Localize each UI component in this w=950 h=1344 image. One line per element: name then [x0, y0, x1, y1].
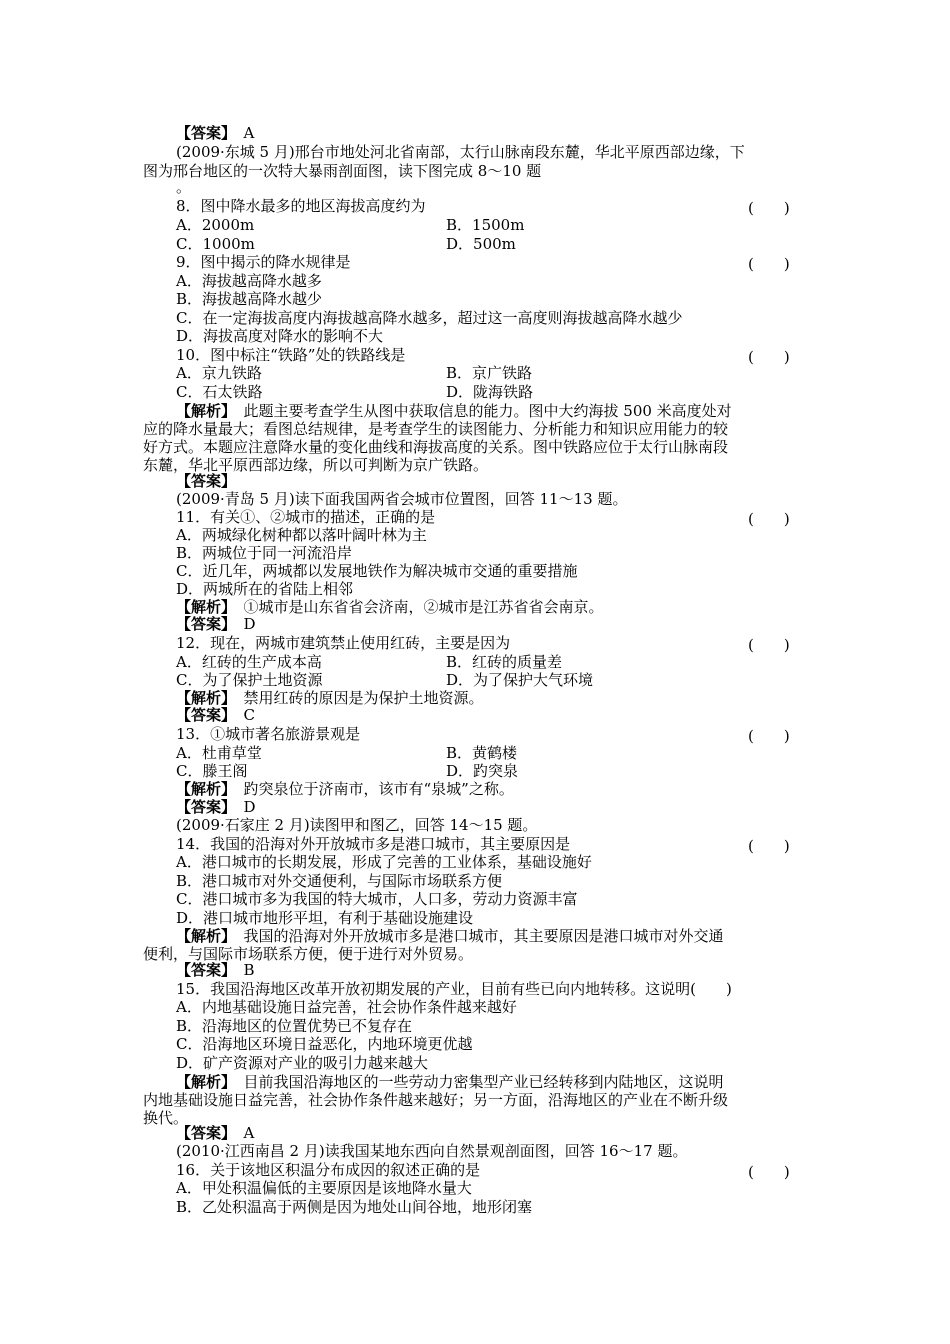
option-c: C．近几年，两城都以发展地铁作为解决城市交通的重要措施 [176, 562, 578, 580]
passage-intro-cont: 图为邢台地区的一次特大暴雨剖面图，读下图完成 8～10 题 [143, 162, 542, 180]
passage-intro: (2009·石家庄 2 月)读图甲和图乙，回答 14～15 题。 [176, 816, 538, 834]
answer-bracket: ( ) [748, 348, 790, 366]
explanation-line: 【解析】 此题主要考查学生从图中获取信息的能力。图中大约海拔 500 米高度处对 [176, 402, 732, 420]
option-a: A．杜甫草堂 [176, 744, 262, 762]
explanation-12: 【解析】 禁用红砖的原因是为保护土地资源。 [176, 689, 484, 707]
answer-bracket: ( ) [748, 727, 790, 745]
option-b: B．海拔越高降水越少 [176, 290, 323, 308]
explanation-line: 内地基础设施日益完善，社会协作条件越来越好；另一方面，沿海地区的产业在不断升级 [143, 1091, 729, 1109]
answer-bracket: ( ) [748, 255, 790, 273]
option-a: A．内地基础设施日益完善，社会协作条件越来越好 [176, 998, 517, 1016]
option-a: A．港口城市的长期发展，形成了完善的工业体系，基础设施好 [176, 853, 592, 871]
answer-bracket: ( ) [748, 510, 790, 528]
answer-bracket: ( ) [748, 1163, 790, 1181]
question-11: 11．有关①、②城市的描述，正确的是 [176, 508, 436, 526]
option-d: D．矿产资源对产业的吸引力越来越大 [176, 1054, 429, 1072]
explanation-line: 换代。 [143, 1109, 189, 1127]
explanation-line: 便利，与国际市场联系方便，便于进行对外贸易。 [143, 945, 474, 963]
option-b: B．沿海地区的位置优势已不复存在 [176, 1017, 413, 1035]
question-8: 8．图中降水最多的地区海拔高度约为 [176, 197, 426, 215]
passage-intro: (2010·江西南昌 2 月)读我国某地东西向自然景观剖面图，回答 16～17 题。 [176, 1142, 688, 1160]
answer-line [176, 472, 236, 491]
passage-intro: (2009·青岛 5 月)读下面我国两省会城市位置图，回答 11～13 题。 [176, 490, 628, 508]
passage-intro: (2009·东城 5 月)邢台市地处河北省南部，太行山脉南段东麓，华北平原西部边缘，下 [176, 143, 745, 161]
answer-bracket: ( ) [748, 199, 790, 217]
option-a: A．2000m [176, 216, 255, 234]
explanation-line: 【解析】 我国的沿海对外开放城市多是港口城市，其主要原因是港口城市对外交通 [176, 927, 724, 945]
option-d: D．趵突泉 [446, 762, 519, 780]
section-tag: 【解析】 [176, 598, 229, 616]
section-tag: 【答案】 [176, 1124, 229, 1142]
answer-line: 【答案】 B [176, 961, 255, 979]
answer-bracket: ( ) [748, 636, 790, 654]
section-tag: 【解析】 [176, 780, 229, 798]
option-d: D．海拔高度对降水的影响不大 [176, 327, 384, 345]
option-a: A．甲处积温偏低的主要原因是该地降水量大 [176, 1179, 472, 1197]
option-d: D．港口城市地形平坦，有利于基础设施建设 [176, 909, 474, 927]
question-12: 12．现在，两城市建筑禁止使用红砖，主要是因为 [176, 634, 511, 652]
option-b: B．港口城市对外交通便利，与国际市场联系方便 [176, 872, 503, 890]
option-b: B．乙处积温高于两侧是因为地处山间谷地，地形闭塞 [176, 1198, 533, 1216]
question-15: 15．我国沿海地区改革开放初期发展的产业，目前有些已向内地转移。这说明( ) [176, 980, 732, 998]
option-c: C．为了保护土地资源 [176, 671, 323, 689]
section-tag: 【解析】 [176, 689, 229, 707]
option-a: A．两城绿化树种都以落叶阔叶林为主 [176, 526, 427, 544]
explanation-line: 东麓，华北平原西部边缘，所以可判断为京广铁路。 [143, 456, 489, 474]
question-13: 13．①城市著名旅游景观是 [176, 725, 361, 743]
section-tag: 【解析】 [176, 927, 229, 945]
option-c: C．1000m [176, 235, 255, 253]
answer-line: 【答案】 C [176, 706, 255, 724]
answer-line: 【答案】 A [176, 1124, 255, 1142]
option-d: D．500m [446, 235, 516, 253]
option-b: B．两城位于同一河流沿岸 [176, 544, 353, 562]
explanation-10 [143, 402, 805, 474]
section-tag: 【答案】 [176, 472, 237, 490]
section-tag: 【答案】 [176, 706, 229, 724]
explanation-line: 应的降水量最大；看图总结规律，是考查学生的读图能力、分析能力和知识应用能力的较 [143, 420, 729, 438]
option-b: B．京广铁路 [446, 364, 533, 382]
question-16: 16．关于该地区积温分布成因的叙述正确的是 [176, 1161, 481, 1179]
question-14: 14．我国的沿海对外开放城市多是港口城市，其主要原因是 [176, 835, 571, 853]
option-a: A．海拔越高降水越多 [176, 272, 322, 290]
option-b: B．红砖的质量差 [446, 653, 563, 671]
answer-line: 【答案】 D [176, 798, 256, 816]
option-d: D．两城所在的省陆上相邻 [176, 580, 354, 598]
option-c: C．石太铁路 [176, 383, 263, 401]
option-c: C．港口城市多为我国的特大城市，人口多，劳动力资源丰富 [176, 890, 578, 908]
answer-line: 【答案】 D [176, 615, 256, 633]
section-tag: 【答案】 [176, 124, 229, 142]
explanation-14 [143, 927, 805, 963]
answer-bracket: ( ) [748, 837, 790, 855]
explanation-line: 【解析】 目前我国沿海地区的一些劳动力密集型产业已经转移到内陆地区，这说明 [176, 1073, 724, 1091]
section-tag: 【答案】 [176, 798, 229, 816]
explanation-13: 【解析】 趵突泉位于济南市，该市有“泉城”之称。 [176, 780, 514, 798]
section-tag: 【答案】 [176, 615, 229, 633]
option-d: D．陇海铁路 [446, 383, 534, 401]
explanation-line: 好方式。本题应注意降水量的变化曲线和海拔高度的关系。图中铁路应位于太行山脉南段 [143, 438, 729, 456]
question-10: 10．图中标注“铁路”处的铁路线是 [176, 346, 406, 364]
question-9: 9．图中揭示的降水规律是 [176, 253, 351, 271]
option-c: C．滕王阁 [176, 762, 248, 780]
passage-intro-cont: 。 [176, 178, 192, 196]
section-tag: 【解析】 [176, 402, 229, 420]
option-b: B．黄鹤楼 [446, 744, 518, 762]
explanation-11: 【解析】 ①城市是山东省省会济南，②城市是江苏省省会南京。 [176, 598, 604, 616]
option-d: D．为了保护大气环境 [446, 671, 594, 689]
section-tag: 【答案】 [176, 961, 229, 979]
section-tag: 【解析】 [176, 1073, 229, 1091]
option-a: A．红砖的生产成本高 [176, 653, 322, 671]
option-a: A．京九铁路 [176, 364, 262, 382]
option-b: B．1500m [446, 216, 525, 234]
explanation-15 [143, 1073, 805, 1127]
option-c: C．沿海地区环境日益恶化，内地环境更优越 [176, 1035, 473, 1053]
answer-line: 【答案】 A [176, 124, 255, 142]
option-c: C．在一定海拔高度内海拔越高降水越多，超过这一高度则海拔越高降水越少 [176, 309, 683, 327]
